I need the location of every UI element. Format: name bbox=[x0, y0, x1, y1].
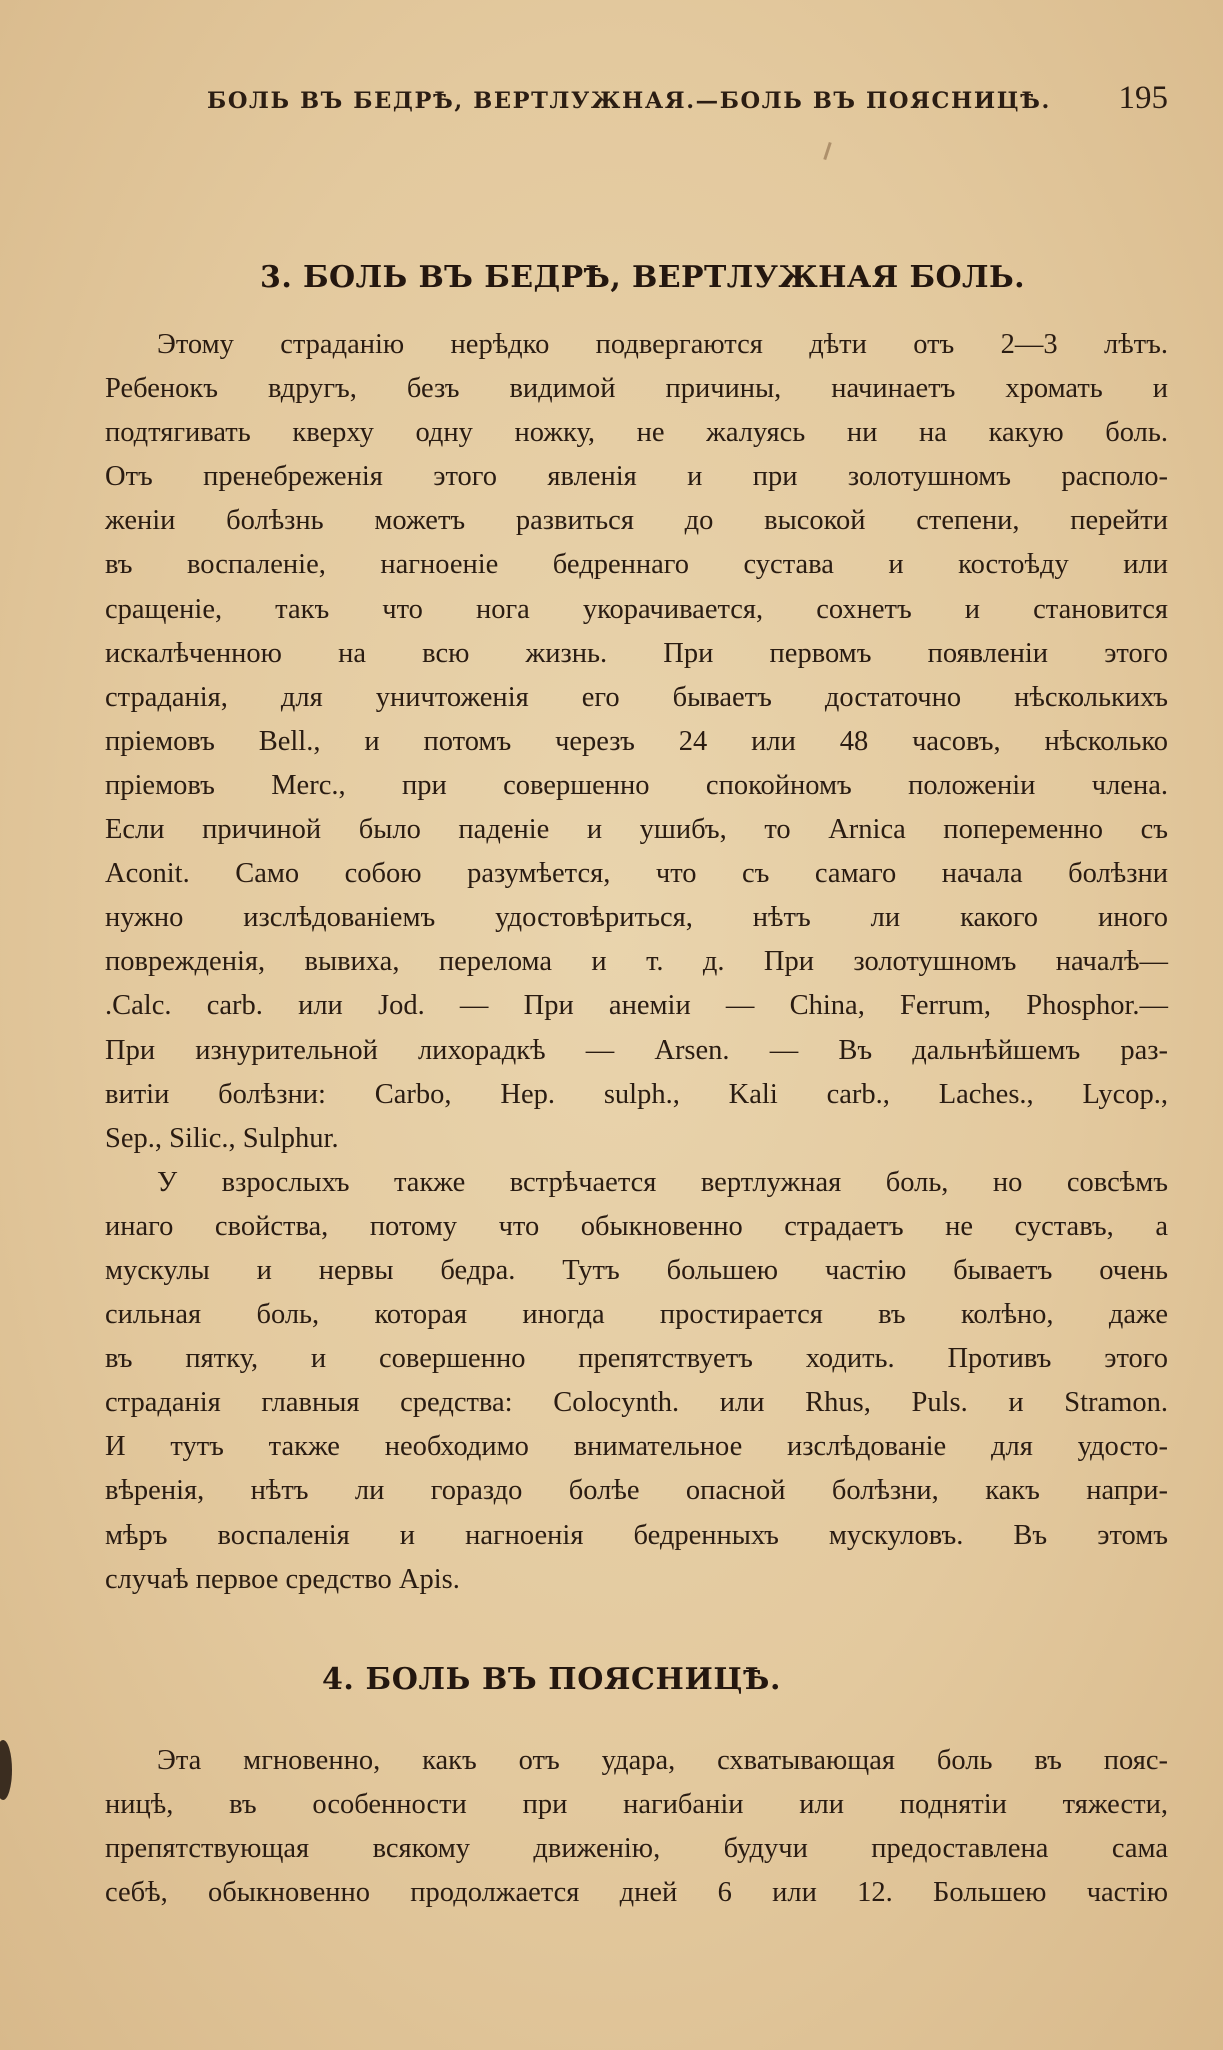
text-line: себѣ, обыкновенно продолжается дней 6 или 12. Большею частію bbox=[105, 1877, 1168, 1908]
text-line: женіи болѣзнь можетъ развиться до высокой степени, перейти bbox=[105, 505, 1168, 537]
book-page bbox=[105, 80, 1168, 1915]
text-line: Этому страданію нерѣдко подвергаются дѣти отъ 2—3 лѣтъ. bbox=[157, 329, 1168, 360]
text-line: нужно изслѣдованіемъ удостовѣриться, нѣтъ ли какого иного bbox=[105, 902, 1168, 934]
text-line: сращеніе, такъ что нога укорачивается, сохнетъ и становится bbox=[105, 593, 1168, 625]
margin-blot bbox=[0, 1740, 12, 1800]
text-line: Aconit. Само собою разумѣется, что съ самаго начала болѣзни bbox=[105, 858, 1168, 890]
text-line: Ребенокъ вдругъ, безъ видимой причины, начинаетъ хромать и bbox=[105, 373, 1168, 405]
text-line: И тутъ также необходимо внимательное изслѣдованіе для удосто- bbox=[105, 1431, 1168, 1463]
text-line: искалѣченною на всю жизнь. При первомъ появленіи этого bbox=[105, 637, 1168, 669]
running-head bbox=[105, 80, 1168, 140]
text-line: Sep., Silic., Sulphur. bbox=[105, 1122, 339, 1154]
text-line: мускулы и нервы бедра. Тутъ большею частію бываетъ очень bbox=[105, 1254, 1168, 1286]
paragraph-hip-pain-children bbox=[105, 323, 1168, 1161]
text-line: поврежденія, вывиха, перелома и т. д. При золотушномъ началѣ— bbox=[105, 946, 1168, 978]
text-line: При изнурительной лихорадкѣ — Arsen. — Въ дальнѣйшемъ раз- bbox=[105, 1034, 1168, 1066]
section-heading-lumbago: 4. БОЛЬ ВЪ ПОЯСНИЦѢ. bbox=[321, 1661, 782, 1697]
text-line: случаѣ первое средство Apis. bbox=[105, 1563, 460, 1595]
text-line: въ воспаленіе, нагноеніе бедреннаго сустава и костоѣду или bbox=[105, 549, 1168, 581]
text-line: въ пятку, и совершенно препятствуетъ ходить. Противъ этого bbox=[105, 1343, 1168, 1375]
text-line: Если причиной было паденіе и ушибъ, то Arnica попеременно съ bbox=[105, 814, 1168, 846]
section-heading-hip-pain: 3. БОЛЬ ВЪ БЕДРѢ, ВЕРТЛУЖНАЯ БОЛЬ. bbox=[260, 260, 1025, 295]
text-line: Отъ пренебреженія этого явленія и при золотушномъ располо- bbox=[105, 461, 1168, 493]
text-line: ницѣ, въ особенности при нагибаніи или поднятіи тяжести, bbox=[105, 1788, 1168, 1820]
text-line: пріемовъ Bell., и потомъ черезъ 24 или 48 часовъ, нѣсколько bbox=[105, 725, 1168, 757]
text-line: подтягивать кверху одну ножку, не жалуясь ни на какую боль. bbox=[105, 417, 1168, 449]
text-line: витіи болѣзни: Carbo, Hep. sulph., Kali carb., Laches., Lycop., bbox=[105, 1078, 1168, 1110]
text-line: вѣренія, нѣтъ ли гораздо болѣе опасной болѣзни, какъ напри- bbox=[105, 1475, 1168, 1507]
page-number: 195 bbox=[1118, 80, 1168, 116]
text-line: .Calc. carb. или Jod. — При анеміи — China, Ferrum, Phosphor.— bbox=[105, 990, 1168, 1022]
paragraph-lumbago bbox=[105, 1739, 1168, 1915]
text-line: У взрослыхъ также встрѣчается вертлужная боль, но совсѣмъ bbox=[157, 1166, 1168, 1198]
text-line: инаго свойства, потому что обыкновенно страдаетъ не суставъ, а bbox=[105, 1210, 1168, 1242]
text-line: сильная боль, которая иногда простирается въ колѣно, даже bbox=[105, 1299, 1168, 1331]
text-line: пріемовъ Merc., при совершенно спокойномъ положеніи члена. bbox=[105, 769, 1168, 801]
running-title: БОЛЬ ВЪ БЕДРѢ, ВЕРТЛУЖНАЯ.—БОЛЬ ВЪ ПОЯСНИЦѢ. bbox=[207, 88, 1051, 114]
text-line: страданія главныя средства: Colocynth. или Rhus, Puls. и Stramon. bbox=[105, 1387, 1168, 1419]
paragraph-hip-pain-adults bbox=[105, 1161, 1168, 1602]
text-line: мѣръ воспаленія и нагноенія бедренныхъ мускуловъ. Въ этомъ bbox=[105, 1519, 1168, 1551]
text-line: страданія, для уничтоженія его бываетъ достаточно нѣсколькихъ bbox=[105, 681, 1168, 713]
text-line: препятствующая всякому движенію, будучи предоставлена сама bbox=[105, 1832, 1168, 1864]
text-line: Эта мгновенно, какъ отъ удара, схватывающая боль въ пояс- bbox=[157, 1744, 1168, 1776]
